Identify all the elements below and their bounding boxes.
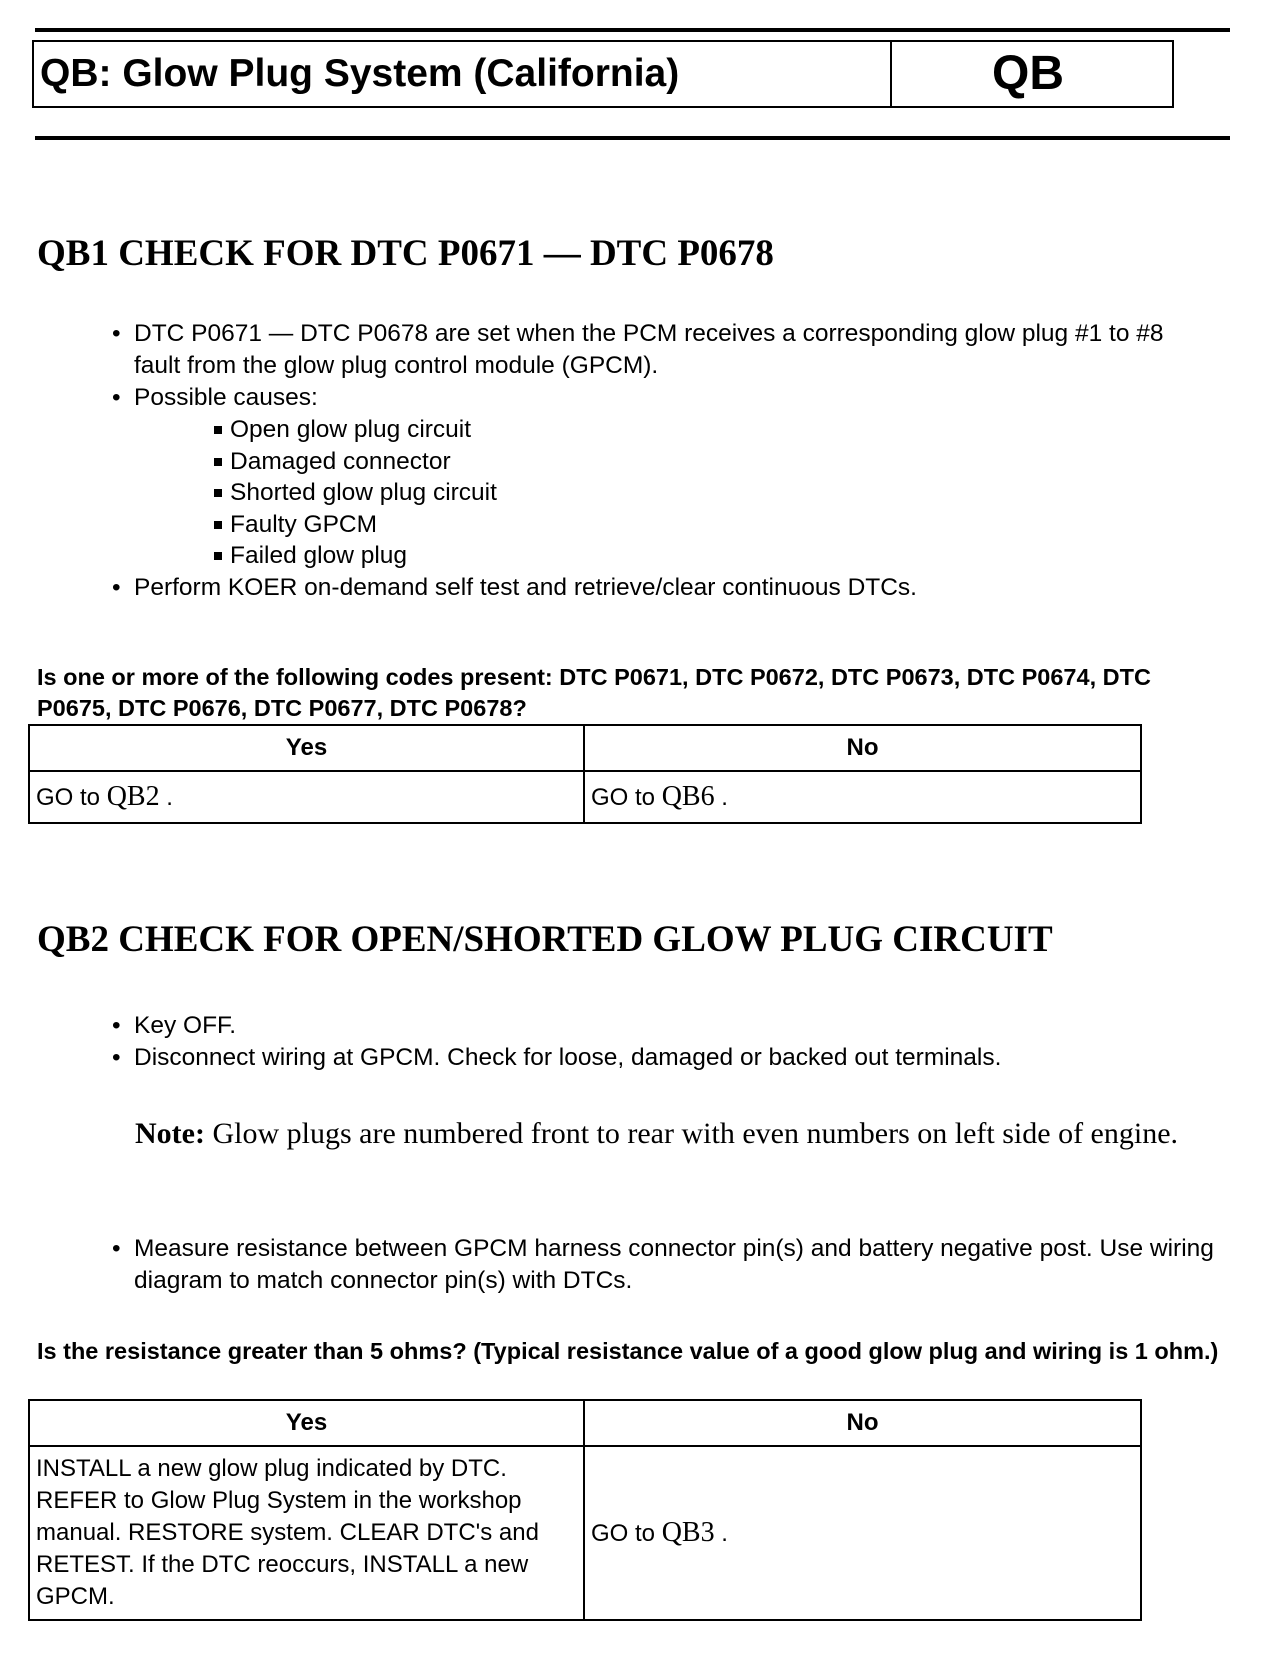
no-header: No <box>584 725 1141 771</box>
qb2-decision-table <box>28 1399 1142 1621</box>
qb1-bullet-list <box>112 318 1194 604</box>
qb1-decision-table <box>28 724 1142 824</box>
qb2-bullet-3: • Measure resistance between GPCM harness connector pin(s) and battery negative post. Use wiring diagram to match connector pin(s) with DTCs. <box>112 1233 1224 1297</box>
qb2-question: Is the resistance greater than 5 ohms? (Typical resistance value of a good glow plug and wiring is 1 ohm.) <box>37 1338 1219 1364</box>
note-block <box>135 1114 1215 1153</box>
yes-header: Yes <box>29 1400 584 1446</box>
qb2-bullet-1: • Key OFF. <box>112 1010 1001 1042</box>
qb3-link[interactable]: QB3 <box>661 1517 715 1548</box>
yes-header: Yes <box>29 725 584 771</box>
note-label: Note: <box>135 1117 205 1150</box>
qb1-no-action[interactable]: GO to QB6 . <box>584 771 1141 823</box>
qb2-heading: QB2 CHECK FOR OPEN/SHORTED GLOW PLUG CIRCUIT <box>37 919 1053 960</box>
cause-item: Faulty GPCM <box>214 509 1194 541</box>
qb6-link[interactable]: QB6 <box>661 781 715 812</box>
section-title: QB: Glow Plug System (California) <box>34 42 892 106</box>
section-code: QB <box>992 47 1064 100</box>
qb1-question: Is one or more of the following codes present: DTC P0671, DTC P0672, DTC P0673, DTC P0674, DTC P0675, DTC P0676, DTC P0677, DTC P0678? <box>37 664 1151 721</box>
top-rule <box>35 28 1230 32</box>
qb1-bullet-1: • DTC P0671 — DTC P0678 are set when the PCM receives a corresponding glow plug #1 to #8 fault from the glow plug control module (GPCM). <box>112 318 1194 382</box>
qb1-heading: QB1 CHECK FOR DTC P0671 — DTC P0678 <box>37 233 774 274</box>
qb2-no-action[interactable]: GO to QB3 . <box>584 1446 1141 1620</box>
cause-item: Shorted glow plug circuit <box>214 477 1194 509</box>
note-text: Glow plugs are numbered front to rear with even numbers on left side of engine. <box>212 1117 1179 1150</box>
qb1-yes-action[interactable]: GO to QB2 . <box>29 771 584 823</box>
cause-item: Failed glow plug <box>214 540 1194 572</box>
cause-item: Damaged connector <box>214 446 1194 478</box>
qb1-bullet-3: • Perform KOER on-demand self test and retrieve/clear continuous DTCs. <box>112 572 1194 604</box>
header-bottom-rule <box>35 136 1230 140</box>
qb2-bullet-2: • Disconnect wiring at GPCM. Check for loose, damaged or backed out terminals. <box>112 1042 1001 1074</box>
no-header: No <box>584 1400 1141 1446</box>
cause-item: Open glow plug circuit <box>214 414 1194 446</box>
possible-causes-list <box>134 414 1194 572</box>
qb2-link[interactable]: QB2 <box>106 781 160 812</box>
qb2-yes-action: INSTALL a new glow plug indicated by DTC. REFER to Glow Plug System in the workshop manual. RESTORE system. CLEAR DTC's and RETEST. If the DTC reoccurs, INSTALL a new GPCM. <box>29 1446 584 1620</box>
section-title-box <box>32 40 1174 108</box>
qb2-bullet-list-b <box>112 1233 1224 1297</box>
qb2-bullet-list-a <box>112 1010 1001 1074</box>
qb1-bullet-2: • Possible causes: Open glow plug circuit Damaged connector Shorted glow plug circuit Faulty GPCM Failed glow plug <box>112 382 1194 572</box>
